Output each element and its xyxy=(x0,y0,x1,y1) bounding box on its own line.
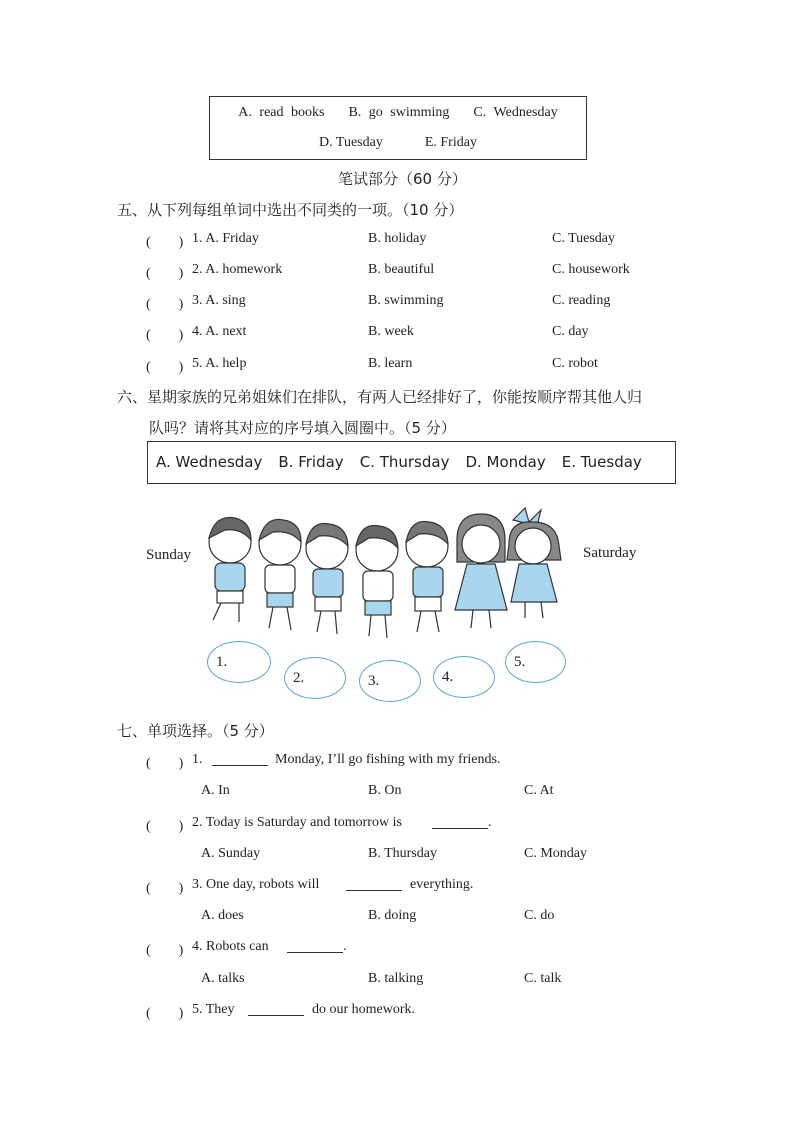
option-text: D. Monday xyxy=(465,453,546,471)
answer-circle[interactable] xyxy=(207,641,271,683)
circle-number: 5. xyxy=(514,654,526,670)
circle-number: 1. xyxy=(216,654,228,670)
answer-blank[interactable]: ( ) xyxy=(146,881,184,896)
question-text: Monday, I’ll go fishing with my friends. xyxy=(275,752,501,767)
child-figure xyxy=(209,517,251,622)
answer-blank[interactable]: ( ) xyxy=(146,360,184,375)
fill-blank-line[interactable] xyxy=(287,940,343,953)
question-text: everything. xyxy=(410,877,474,892)
circle-number: 3. xyxy=(368,673,380,689)
written-part-heading: 笔试部分（60 分） xyxy=(338,170,467,188)
answer-circle[interactable] xyxy=(505,641,566,683)
option-text: A. read books xyxy=(238,105,325,120)
option-b: B. beautiful xyxy=(368,262,435,277)
fill-blank-line[interactable] xyxy=(432,816,488,829)
answer-blank[interactable]: ( ) xyxy=(146,266,184,281)
answer-blank[interactable]: ( ) xyxy=(146,756,184,771)
child-figure xyxy=(306,523,348,634)
question-text: 4. Robots can xyxy=(192,939,269,954)
option-text: C. Wednesday xyxy=(473,105,558,120)
answer-blank[interactable]: ( ) xyxy=(146,943,184,958)
question-text: 3. One day, robots will xyxy=(192,877,320,892)
option-b: B. talking xyxy=(368,971,424,986)
option-a: 5. A. help xyxy=(192,356,247,371)
question-text: 1. xyxy=(192,752,203,767)
option-text: D. Tuesday xyxy=(319,135,383,150)
weekday-options-box xyxy=(147,441,676,484)
option-text: A. Wednesday xyxy=(156,453,263,471)
section5-title: 五、从下列每组单词中选出不同类的一项。（10 分） xyxy=(117,201,464,219)
saturday-label: Saturday xyxy=(583,545,637,561)
question-text: . xyxy=(488,815,492,830)
option-c: C. housework xyxy=(552,262,630,277)
question-text: do our homework. xyxy=(312,1002,416,1017)
option-a: A. does xyxy=(201,908,244,923)
option-c: C. Tuesday xyxy=(552,231,616,246)
option-text: B. go swimming xyxy=(348,105,450,120)
option-c: C. Monday xyxy=(524,846,587,861)
listening-options-box xyxy=(209,96,587,160)
option-text: E. Tuesday xyxy=(561,453,642,471)
answer-circle[interactable] xyxy=(359,660,421,702)
answer-blank[interactable]: ( ) xyxy=(146,235,184,250)
option-text: E. Friday xyxy=(424,135,477,150)
question-text: . xyxy=(343,939,347,954)
fill-blank-line[interactable] xyxy=(248,1003,304,1016)
question-text: 5. They xyxy=(192,1002,235,1017)
answer-blank[interactable]: ( ) xyxy=(146,819,184,834)
option-b: B. On xyxy=(368,783,402,798)
child-figure xyxy=(406,521,448,632)
option-b: B. week xyxy=(368,324,414,339)
answer-blank[interactable]: ( ) xyxy=(146,328,184,343)
child-figure xyxy=(356,525,398,638)
option-a: A. In xyxy=(201,783,230,798)
answer-blank[interactable]: ( ) xyxy=(146,1006,184,1021)
section6-title-line2: 队吗？请将其对应的序号填入圆圈中。（5 分） xyxy=(149,419,456,437)
option-a: 2. A. homework xyxy=(192,262,283,277)
option-text: C. Thursday xyxy=(359,453,450,471)
option-b: B. doing xyxy=(368,908,417,923)
option-a: A. Sunday xyxy=(201,846,261,861)
option-c: C. day xyxy=(552,324,589,339)
option-c: C. At xyxy=(524,783,554,798)
circle-number: 2. xyxy=(293,670,305,686)
child-figure xyxy=(259,519,301,630)
fill-blank-line[interactable] xyxy=(212,753,268,766)
children-illustration xyxy=(195,500,585,650)
option-c: C. robot xyxy=(552,356,598,371)
circle-number: 4. xyxy=(442,669,454,685)
option-b: B. Thursday xyxy=(368,846,437,861)
option-b: B. swimming xyxy=(368,293,444,308)
question-text: 2. Today is Saturday and tomorrow is xyxy=(192,815,402,830)
option-c: C. talk xyxy=(524,971,562,986)
answer-circle[interactable] xyxy=(433,656,495,698)
option-a: 3. A. sing xyxy=(192,293,246,308)
child-figure xyxy=(507,508,561,618)
option-a: A. talks xyxy=(201,971,245,986)
option-a: 1. A. Friday xyxy=(192,231,259,246)
option-b: B. holiday xyxy=(368,231,427,246)
child-figure xyxy=(455,514,507,628)
option-a: 4. A. next xyxy=(192,324,247,339)
option-c: C. do xyxy=(524,908,555,923)
section7-title: 七、单项选择。（5 分） xyxy=(117,722,274,740)
answer-blank[interactable]: ( ) xyxy=(146,297,184,312)
fill-blank-line[interactable] xyxy=(346,878,402,891)
option-c: C. reading xyxy=(552,293,611,308)
section6-title-line1: 六、星期家族的兄弟姐妹们在排队，有两人已经排好了，你能按顺序帮其他人归 xyxy=(117,388,643,406)
sunday-label: Sunday xyxy=(146,547,191,563)
answer-circle[interactable] xyxy=(284,657,346,699)
option-b: B. learn xyxy=(368,356,413,371)
option-text: B. Friday xyxy=(278,453,344,471)
